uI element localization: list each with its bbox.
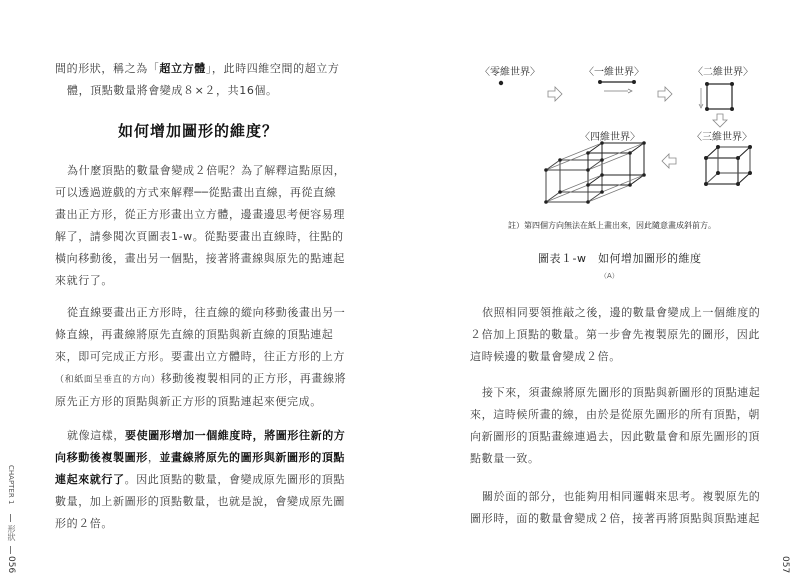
- label-two-dim: 〈二維世界〉: [693, 67, 753, 78]
- text: ，: [147, 451, 160, 464]
- paragraph-connecting: [470, 382, 760, 470]
- figure-caption: 圖表１-w 如何增加圖形的維度: [538, 252, 702, 265]
- text-line: 體，頂點數量將會變成８×２，共16個。: [67, 84, 278, 97]
- page-number-right: 057: [780, 556, 790, 574]
- text-line: 向新圖形的頂點畫線連過去，因此數量會和原先圖形的頂: [470, 430, 760, 443]
- text-line: 來就行了。: [55, 274, 113, 287]
- figure-caption-sub: （A）: [600, 272, 619, 280]
- text: 間的形狀，稱之為「: [55, 62, 160, 75]
- text-line: 橫向移動後，畫出另一個點，接著將畫線與原先的點連起: [55, 252, 345, 265]
- text-line: 從直線要畫出正方形時，往直線的縱向移動後畫出另一: [67, 306, 346, 319]
- side-title: [6, 525, 16, 541]
- tesseract-4d: [544, 141, 646, 204]
- label-four-dim: 〈四維世界〉: [580, 132, 640, 143]
- text-line: 點數量一致。: [470, 452, 540, 465]
- paragraph-intro: [55, 58, 340, 102]
- arrow-right-icon: [658, 87, 672, 101]
- text-line: ２倍加上頂點的數量。第一步會先複製原先的圖形，因此: [470, 328, 760, 341]
- arrow-down-icon: [713, 114, 727, 127]
- text: 移動後複製相同的正方形，再畫線將: [160, 372, 347, 385]
- cube-3d: [704, 145, 752, 186]
- left-page: [0, 0, 399, 588]
- square-2d: [699, 82, 734, 111]
- label-three-dim: 〈三維世界〉: [692, 132, 752, 143]
- section-heading: 如何增加圖形的維度？: [118, 122, 279, 140]
- emphasis-text: 向移動後複製圖形: [55, 451, 148, 464]
- text-line: 條直線，再畫線將原先直線的頂點與新直線的頂點連起: [55, 328, 334, 341]
- line-1d: [598, 80, 636, 93]
- text-line: 關於面的部分，也能夠用相同邏輯來思考。複製原先的: [482, 490, 761, 503]
- figure-note: 註）第四個方向無法在紙上畫出來，因此隨意畫成斜前方。: [508, 221, 716, 230]
- text-line: 來，即可完成正方形。要畫出立方體時，往正方形的上方: [55, 350, 345, 363]
- text-line: 畫出正方形，從正方形畫出立方體，邊畫邊思考便容易理: [55, 208, 345, 221]
- text-line: 解了，請參閱次頁圖表1-w。從點要畫出直線時，往點的: [55, 230, 344, 243]
- emphasis-text: 要使圖形增加一個維度時，將圖形往新的方: [125, 429, 346, 442]
- text-line: 來，這時候所畫的線，由於是從原先圖形的所有頂點，朝: [470, 408, 760, 421]
- dimension-figure: [400, 0, 799, 215]
- text-line: 形的２倍。: [55, 517, 113, 530]
- text-line: 接下來，須畫線將原先圖形的頂點與新圖形的頂點連起: [482, 386, 761, 399]
- side-running-head: [6, 465, 16, 504]
- text: 。因此頂點的數量，會變成原先圖形的頂點: [124, 473, 346, 486]
- paragraph-faces: [470, 486, 760, 530]
- label-zero-dim: 〈零維世界〉: [480, 67, 540, 78]
- paragraph-summary: [55, 425, 345, 535]
- text-line: 依照相同要領推敲之後，邊的數量會變成上一個維度的: [482, 306, 761, 319]
- emphasis-text: 並畫線將原先的圖形與新圖形的頂點: [159, 451, 346, 464]
- arrow-left-icon: [662, 154, 676, 168]
- label-one-dim: 〈一維世界〉: [584, 67, 644, 78]
- text-line: 這時候邊的數量會變成２倍。: [470, 350, 621, 363]
- text: 就像這樣，: [67, 429, 125, 442]
- divider: [10, 514, 11, 522]
- chapter-title: 形狀: [7, 525, 16, 541]
- right-page: [400, 0, 799, 588]
- term-hypercube: 超立方體: [159, 62, 206, 75]
- text-line: 數量，加上新圖形的頂點數量，也就是說，會變成原先圖: [55, 495, 345, 508]
- text-line: 為什麼頂點的數量會變成２倍呢？為了解釋這點原因，: [67, 164, 346, 177]
- text-line: 原先正方形的頂點與新正方形的頂點連起來便完成。: [55, 395, 322, 408]
- page-number-left: 056: [6, 556, 16, 574]
- text-line: 可以透過遊戲的方式來解釋──從點畫出直線，再從直線: [55, 186, 337, 199]
- text-line: 圖形時，面的數量會變成２倍，接著再將頂點與頂點連起: [470, 512, 760, 525]
- note-text: （和紙面呈垂直的方向）: [55, 375, 161, 385]
- chapter-label: CHAPTER 1: [7, 465, 15, 505]
- paragraph-edges: [470, 302, 760, 368]
- arrow-right-icon: [548, 87, 562, 101]
- point-0d: [499, 81, 503, 85]
- emphasis-text: 連起來就行了: [55, 473, 125, 486]
- text: 」，此時四維空間的超立方: [205, 62, 340, 75]
- paragraph-why-double: [55, 160, 345, 292]
- paragraph-square-cube: [55, 302, 346, 413]
- divider: [10, 546, 11, 554]
